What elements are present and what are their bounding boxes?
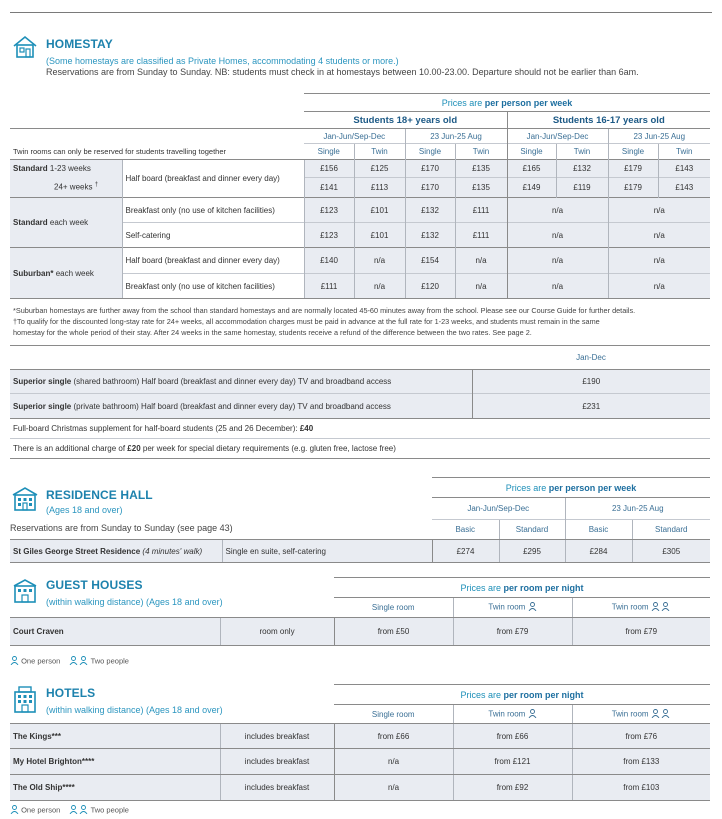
- table-row: [10, 160, 710, 178]
- price-cell: £101: [354, 198, 405, 223]
- superior-table: [10, 345, 710, 459]
- meal-plan: Half board (breakfast and dinner every day): [122, 160, 304, 198]
- legend-guesthouses: [10, 656, 129, 667]
- col-single-room: Single room: [334, 598, 453, 618]
- price-cell: £154: [405, 248, 455, 274]
- one-person-icon: [10, 656, 19, 667]
- footnote-suburban: *Suburban homestays are further away from the school than standard homestays and are normally located 45-60 minutes away from the school. Please see our Course Guide for further details.: [13, 306, 636, 315]
- footnote-longstay: †To qualify for the discounted long-stay rate for 24+ weeks, all accommodation charges must be paid in advance at the full rate for 1-23 weeks, and students must remain in the same: [13, 317, 600, 326]
- price-cell: £111: [455, 223, 507, 248]
- col-twin: Twin: [658, 144, 710, 160]
- hotels-title: HOTELS: [46, 686, 96, 700]
- hotels-subtitle: (within walking distance) (Ages 18 and over): [46, 705, 223, 715]
- christmas-supplement: Full-board Christmas supplement for half-board students (25 and 26 December): £40: [10, 419, 710, 439]
- price-cell: n/a: [455, 274, 507, 299]
- price-cell: £111: [304, 274, 354, 299]
- table-row: [10, 198, 710, 223]
- meal-plan: Breakfast only (no use of kitchen facilities): [122, 198, 304, 223]
- col-twin-room-two: Twin room: [572, 705, 710, 724]
- row-label: Standard 1-23 weeks: [10, 160, 122, 178]
- residence-title: RESIDENCE HALL: [46, 488, 153, 502]
- price-cell: £274: [432, 540, 499, 563]
- guesthouses-title: GUEST HOUSES: [46, 578, 143, 592]
- price-cell: £305: [632, 540, 710, 563]
- price-cell: £284: [565, 540, 632, 563]
- meal-plan: Half board (breakfast and dinner every day): [122, 248, 304, 274]
- period-low-18: Jan-Jun/Sep-Dec: [304, 129, 405, 144]
- price-cell: n/a: [455, 248, 507, 274]
- group-16-17: Students 16-17 years old: [507, 112, 710, 129]
- guesthouses-table: [10, 577, 710, 646]
- col-single: Single: [304, 144, 354, 160]
- homestay-table: [10, 93, 710, 299]
- price-cell: from £76: [572, 724, 710, 749]
- top-rule: [10, 12, 712, 13]
- col-single: Single: [507, 144, 556, 160]
- homestay-title: HOMESTAY: [46, 37, 113, 51]
- price-cell: £190: [472, 370, 710, 394]
- col-twin-room-one: Twin room: [453, 705, 572, 724]
- homestay-footnotes: [13, 305, 713, 338]
- price-cell: n/a: [507, 223, 608, 248]
- price-cell: n/a: [354, 274, 405, 299]
- price-cell: n/a: [334, 749, 453, 775]
- row-label: 24+ weeks †: [54, 182, 99, 193]
- meal-plan: Breakfast only (no use of kitchen facilities): [122, 274, 304, 299]
- price-cell: £132: [405, 198, 455, 223]
- price-cell: £156: [304, 160, 354, 178]
- price-cell: n/a: [334, 775, 453, 801]
- price-cell: £231: [472, 394, 710, 419]
- period-high-18: 23 Jun-25 Aug: [405, 129, 507, 144]
- two-people-icon: [651, 709, 671, 720]
- col-twin: Twin: [455, 144, 507, 160]
- price-cell: from £66: [334, 724, 453, 749]
- price-cell: n/a: [507, 274, 608, 299]
- price-cell: n/a: [608, 274, 710, 299]
- table-row: [10, 618, 710, 646]
- table-row: [10, 178, 710, 198]
- price-cell: from £66: [453, 724, 572, 749]
- col-single: Single: [608, 144, 658, 160]
- table-row: [10, 394, 710, 419]
- price-cell: £140: [304, 248, 354, 274]
- price-cell: from £121: [453, 749, 572, 775]
- price-cell: £143: [658, 160, 710, 178]
- dietary-charge: There is an additional charge of £20 per week for special dietary requirements (e.g. gluten free, lactose free): [10, 439, 710, 459]
- price-cell: from £79: [453, 618, 572, 646]
- price-cell: £135: [455, 160, 507, 178]
- table-row: [10, 749, 710, 775]
- two-people-icon: [69, 656, 89, 667]
- table-row: [10, 540, 710, 563]
- meal-plan: Self-catering: [122, 223, 304, 248]
- residence-prices-header: Prices are per person per week: [432, 478, 710, 498]
- table-row: [10, 248, 710, 274]
- residence-note: Reservations are from Sunday to Sunday (see page 43): [10, 523, 233, 533]
- hotel-desc: includes breakfast: [220, 749, 334, 775]
- hotel-name: The Kings***: [10, 724, 220, 749]
- row-label: Standard each week: [10, 198, 122, 248]
- legend-two-label: Two people: [90, 656, 129, 666]
- price-cell: £123: [304, 223, 354, 248]
- table-row: [10, 439, 710, 459]
- hotel-name: My Hotel Brighton****: [10, 749, 220, 775]
- price-cell: £170: [405, 160, 455, 178]
- one-person-icon: [528, 602, 537, 613]
- guesthouse-desc: room only: [220, 618, 334, 646]
- guesthouses-subtitle: (within walking distance) (Ages 18 and over): [46, 597, 223, 607]
- residence-subtitle: (Ages 18 and over): [46, 505, 123, 515]
- price-cell: from £133: [572, 749, 710, 775]
- price-cell: n/a: [608, 248, 710, 274]
- price-cell: n/a: [608, 198, 710, 223]
- price-cell: from £103: [572, 775, 710, 801]
- legend-two-label: Two people: [90, 805, 129, 815]
- one-person-icon: [10, 805, 19, 816]
- price-cell: £179: [608, 178, 658, 198]
- price-cell: £170: [405, 178, 455, 198]
- price-cell: £132: [405, 223, 455, 248]
- homestay-note: Reservations are from Sunday to Sunday. NB: students must check in at homestays between 10.00-23.00. Departure should not be earlier than 6am.: [46, 67, 639, 77]
- price-cell: from £92: [453, 775, 572, 801]
- price-cell: £165: [507, 160, 556, 178]
- table-row: [10, 419, 710, 439]
- legend-hotels: [10, 805, 129, 816]
- period-high-16: 23 Jun-25 Aug: [608, 129, 710, 144]
- price-cell: £123: [304, 198, 354, 223]
- col-single: Single: [405, 144, 455, 160]
- price-cell: from £79: [572, 618, 710, 646]
- one-person-icon: [528, 709, 537, 720]
- col-twin: Twin: [556, 144, 608, 160]
- residence-desc: Single en suite, self-catering: [222, 540, 432, 563]
- price-cell: n/a: [354, 248, 405, 274]
- col-standard: Standard: [632, 520, 710, 540]
- price-cell: £113: [354, 178, 405, 198]
- price-cell: £179: [608, 160, 658, 178]
- col-basic: Basic: [565, 520, 632, 540]
- period-low: Jan-Jun/Sep-Dec: [432, 498, 565, 520]
- price-cell: n/a: [608, 223, 710, 248]
- twin-note: Twin rooms can only be reserved for students travelling together: [13, 146, 227, 156]
- price-cell: £143: [658, 178, 710, 198]
- hotels-table: [10, 684, 710, 801]
- row-label: Suburban* each week: [10, 248, 122, 299]
- col-twin: Twin: [354, 144, 405, 160]
- price-cell: £141: [304, 178, 354, 198]
- price-cell: £111: [455, 198, 507, 223]
- col-standard: Standard: [499, 520, 565, 540]
- price-cell: £120: [405, 274, 455, 299]
- hotel-name: The Old Ship****: [10, 775, 220, 801]
- price-cell: £101: [354, 223, 405, 248]
- legend-one-label: One person: [21, 805, 61, 815]
- price-cell: £119: [556, 178, 608, 198]
- table-row: [10, 775, 710, 801]
- two-people-icon: [651, 602, 671, 613]
- hotel-desc: includes breakfast: [220, 775, 334, 801]
- homestay-subtitle: (Some homestays are classified as Private Homes, accommodating 4 students or more.): [46, 56, 399, 66]
- col-single-room: Single room: [334, 705, 453, 724]
- two-people-icon: [69, 805, 89, 816]
- hotels-prices-header: Prices are per room per night: [334, 685, 710, 705]
- residence-table: [10, 477, 710, 563]
- table-row: [10, 370, 710, 394]
- col-twin-room-two: Twin room: [572, 598, 710, 618]
- period-high: 23 Jun-25 Aug: [565, 498, 710, 520]
- price-cell: £125: [354, 160, 405, 178]
- table-row: [10, 724, 710, 749]
- guesthouses-prices-header: Prices are per room per night: [334, 578, 710, 598]
- price-cell: n/a: [507, 198, 608, 223]
- footnote-longstay-cont: homestay for the whole period of their stay. After 24 weeks in the same homestay, students receive a refund of the difference between the two rates. See page 2.: [13, 328, 532, 337]
- col-basic: Basic: [432, 520, 499, 540]
- price-cell: £135: [455, 178, 507, 198]
- group-18plus: Students 18+ years old: [304, 112, 507, 129]
- legend-one-label: One person: [21, 656, 61, 666]
- price-cell: from £50: [334, 618, 453, 646]
- residence-name: St Giles George Street Residence (4 minutes' walk): [10, 540, 222, 563]
- price-cell: £132: [556, 160, 608, 178]
- col-twin-room-one: Twin room: [453, 598, 572, 618]
- house-icon: [12, 35, 38, 59]
- superior-shared: Superior single (shared bathroom) Half board (breakfast and dinner every day) TV and broadband access: [10, 370, 472, 394]
- guesthouse-name: Court Craven: [10, 618, 220, 646]
- price-cell: £295: [499, 540, 565, 563]
- hotel-desc: includes breakfast: [220, 724, 334, 749]
- price-cell: £149: [507, 178, 556, 198]
- price-cell: n/a: [507, 248, 608, 274]
- period-low-16: Jan-Jun/Sep-Dec: [507, 129, 608, 144]
- period-jan-dec: Jan-Dec: [472, 346, 710, 370]
- homestay-prices-header: Prices are per person per week: [304, 94, 710, 112]
- superior-private: Superior single (private bathroom) Half board (breakfast and dinner every day) TV and broadband access: [10, 394, 472, 419]
